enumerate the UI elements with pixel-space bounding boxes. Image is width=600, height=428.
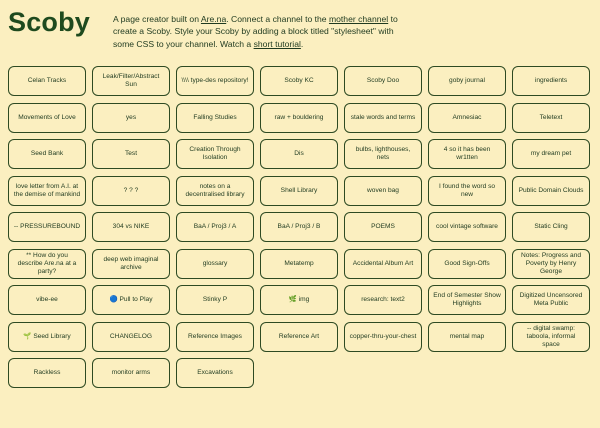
channel-tile-label: I found the word so new — [438, 182, 496, 198]
channel-tile-label: Creation Through Isolation — [189, 146, 241, 161]
channel-tile[interactable] — [260, 66, 338, 96]
channel-tile[interactable] — [428, 322, 506, 352]
intro-text-4: . — [300, 38, 304, 49]
channel-tile-label: bulbs, lighthouses, nets — [355, 146, 411, 161]
channel-tile[interactable] — [92, 212, 170, 242]
channel-tile-label: Dis — [294, 150, 304, 157]
channel-tile-label: stale words and terms — [350, 113, 416, 121]
channel-tile-label: Scoby KC — [284, 77, 314, 84]
channel-tile-label: Public Domain Clouds — [518, 186, 584, 194]
channel-tile[interactable] — [512, 285, 590, 315]
intro-text-3: to create a Scoby. Style your Scoby by adding a block titled "stylesheet" with some CSS to your channel. Watch a — [113, 14, 398, 49]
channel-tile[interactable] — [8, 212, 86, 242]
channel-tile[interactable] — [8, 176, 86, 206]
channel-tile-label: woven bag — [367, 186, 399, 194]
channel-tile[interactable] — [8, 103, 86, 133]
channel-tile[interactable] — [8, 66, 86, 96]
channel-tile[interactable] — [428, 212, 506, 242]
channel-tile-label: deep web imaginal archive — [103, 255, 159, 271]
channel-tile[interactable] — [512, 66, 590, 96]
channel-tile[interactable] — [260, 249, 338, 279]
channel-tile[interactable] — [260, 322, 338, 352]
channel-tile[interactable] — [92, 322, 170, 352]
channel-tile-label: Seed Bank — [30, 150, 64, 157]
channel-tile[interactable] — [92, 285, 170, 315]
channel-tile-label: Test — [124, 150, 138, 157]
channel-tile-label: Movements of Love — [18, 113, 76, 121]
channel-tile-label: Digitized Uncensored Meta Public — [519, 292, 583, 307]
channel-tile-label: vibe-ee — [36, 296, 58, 303]
channel-tile[interactable] — [260, 212, 338, 242]
channel-tile[interactable] — [512, 139, 590, 169]
channel-tile-label: BaA / Proj3 / A — [193, 223, 237, 230]
channel-tile[interactable] — [344, 139, 422, 169]
channel-tile-label: copper-thru-your-chest — [349, 332, 417, 340]
arena-link[interactable]: Are.na — [200, 14, 227, 24]
channel-tile-label: ? ? ? — [123, 186, 139, 194]
channel-tile-label: End of Semester Show Highlights — [433, 292, 501, 307]
channel-tile[interactable] — [92, 103, 170, 133]
channel-tile-label: 304 vs NIKE — [112, 223, 150, 230]
short-tutorial-link[interactable]: short tutorial — [253, 38, 301, 49]
channel-tile-label: research: text2 — [361, 296, 405, 303]
channel-tile[interactable] — [92, 66, 170, 96]
channel-tile-label: Celan Tracks — [27, 77, 67, 84]
channel-tile-label: Excavations — [197, 369, 233, 376]
channel-tile[interactable] — [176, 139, 254, 169]
channel-tile-label: -- digital swamp: taboola, informal space — [526, 324, 576, 348]
channel-tile-label: \\\\ type-des repository! — [181, 77, 249, 84]
channel-tile[interactable] — [344, 66, 422, 96]
channel-tile-label: raw + bouldering — [274, 113, 324, 121]
intro-text — [113, 13, 413, 50]
channel-tile-label: CHANGELOG — [109, 332, 153, 340]
channel-tile[interactable] — [176, 285, 254, 315]
intro-text-1: A page creator built on — [113, 14, 201, 24]
channel-tile-label: Leak/Filter/Abstract Sun — [102, 73, 160, 88]
channel-tile[interactable] — [512, 103, 590, 133]
channel-tile[interactable] — [92, 249, 170, 279]
channel-tile[interactable] — [176, 358, 254, 388]
channel-tile[interactable] — [344, 249, 422, 279]
channel-tile[interactable] — [512, 212, 590, 242]
mother-channel-link[interactable]: mother channel — [328, 14, 389, 24]
channel-tile-label: Falling Studies — [193, 113, 237, 121]
channel-tile[interactable] — [8, 139, 86, 169]
channel-tile-label: Teletext — [539, 113, 563, 121]
channel-tile-label: Notes: Progress and Poverty by Henry George — [520, 251, 582, 275]
channel-tile-label: 🌿 img — [288, 296, 310, 303]
channel-tile-label: Reference Art — [278, 332, 320, 340]
channel-tile[interactable] — [512, 249, 590, 279]
channel-tile-label: notes on a decentralised library — [185, 182, 245, 198]
channel-tile-label: Reference Images — [188, 332, 242, 340]
channel-tile-label: Scoby Doo — [366, 77, 400, 84]
channel-tile-label: Metatemp — [284, 259, 314, 267]
channel-tile-label: my dream pet — [530, 150, 572, 157]
channel-tile[interactable] — [176, 322, 254, 352]
channel-tile[interactable] — [176, 103, 254, 133]
channel-tile[interactable] — [512, 176, 590, 206]
channel-tile-label: BaA / Proj3 / B — [277, 223, 321, 230]
channel-tile-label: 🌱 Seed Library — [23, 332, 71, 340]
channel-tile[interactable] — [260, 176, 338, 206]
channel-tile-label: Static Cling — [534, 223, 568, 230]
channel-tile[interactable] — [8, 285, 86, 315]
scoby-logo[interactable]: Scoby — [8, 7, 91, 37]
channel-tile-label: cool vintage software — [436, 223, 498, 230]
channel-tile-label: ingredients — [534, 77, 568, 84]
channel-tile-label: Accidental Album Art — [352, 259, 414, 267]
channel-tile-label: goby journal — [449, 77, 485, 84]
channel-tile-label: 4 so it has been wr1tten — [443, 146, 491, 161]
channel-tile[interactable] — [344, 212, 422, 242]
channel-tile[interactable] — [344, 285, 422, 315]
intro-text-2: . Connect a channel to the — [226, 14, 329, 24]
channel-tile[interactable] — [260, 285, 338, 315]
channel-tile-label: Good Sign-Offs — [444, 259, 490, 267]
channel-tile[interactable] — [512, 322, 590, 352]
channel-tile-label: ** How do you describe Are.na at a party? — [17, 251, 77, 275]
channel-tile[interactable] — [8, 322, 86, 352]
channel-tile[interactable] — [428, 66, 506, 96]
channel-tile[interactable] — [260, 103, 338, 133]
channel-tile-label: -- PRESSUREBOUND — [13, 223, 81, 230]
channel-tile[interactable] — [344, 103, 422, 133]
channel-tile[interactable] — [428, 103, 506, 133]
channel-tile[interactable] — [428, 139, 506, 169]
channel-tile[interactable] — [176, 66, 254, 96]
channel-tile[interactable] — [92, 139, 170, 169]
channel-tile[interactable] — [176, 176, 254, 206]
channel-tile[interactable] — [92, 176, 170, 206]
channel-tile[interactable] — [260, 139, 338, 169]
channel-tile-label: Shell Library — [280, 186, 318, 194]
channel-tile-label: monitor arms — [111, 369, 151, 376]
channel-tile-label: mental map — [449, 332, 485, 340]
channel-tile[interactable] — [428, 249, 506, 279]
channel-tile[interactable] — [344, 322, 422, 352]
channel-tile[interactable] — [92, 358, 170, 388]
channel-tile[interactable] — [8, 358, 86, 388]
channel-tile-label: love letter from A.I. at the demise of mankind — [13, 182, 81, 198]
channel-tile-label: Amnesiac — [452, 113, 482, 121]
channel-tile[interactable] — [176, 249, 254, 279]
channel-tile[interactable] — [428, 176, 506, 206]
channel-tile-label: yes — [125, 113, 137, 121]
channel-tile-label: 🔵 Pull to Play — [109, 296, 153, 303]
channel-grid — [8, 66, 590, 388]
channel-tile-label: Stinky P — [202, 296, 228, 303]
channel-tile[interactable] — [344, 176, 422, 206]
channel-tile-label: glossary — [202, 259, 228, 267]
channel-tile-label: Rackless — [33, 369, 61, 376]
header — [0, 0, 600, 64]
channel-tile[interactable] — [176, 212, 254, 242]
channel-tile-label: POEMS — [371, 223, 395, 230]
channel-tile[interactable] — [8, 249, 86, 279]
channel-tile[interactable] — [428, 285, 506, 315]
